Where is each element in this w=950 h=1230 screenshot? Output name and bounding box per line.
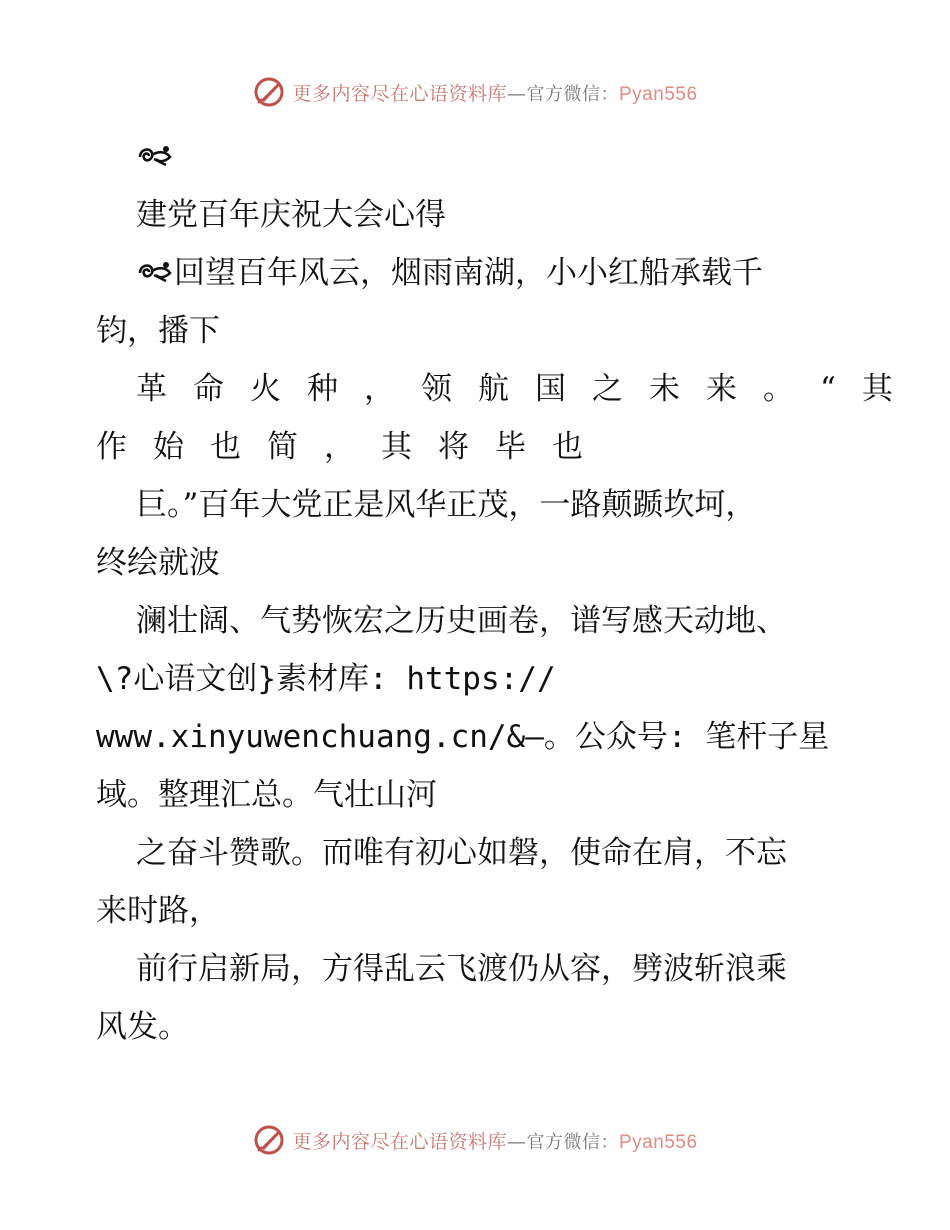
paragraph-line: 作始也简，其将毕也 — [96, 429, 609, 465]
fleuron-icon — [136, 141, 174, 171]
paragraph-line: 来时路， — [96, 893, 220, 929]
paragraph-line: 巨。”百年大党正是风华正茂，一路颠踬坎坷， — [136, 487, 757, 523]
watermark-wechat-id: Pyan556 — [619, 1131, 698, 1153]
watermark-dash: — — [507, 1130, 527, 1153]
paragraph-line: 终绘就波 — [96, 545, 220, 581]
paragraph-line: 之奋斗赞歌。而唯有初心如磐，使命在肩，不忘 — [136, 835, 787, 871]
ornament-line — [96, 128, 856, 186]
footer-watermark — [0, 1120, 950, 1160]
paragraph-line: 革命火种，领航国之未来。“其 — [136, 371, 919, 407]
quill-logo-icon — [252, 75, 286, 109]
document-body — [96, 128, 919, 1056]
paragraph-line: \?心语文创}素材库: https:// — [96, 661, 556, 697]
watermark-title: 更多内容尽在心语资料库 — [292, 82, 507, 105]
paragraph-text: 回望百年风云，烟雨南湖，小小红船承载千 — [174, 255, 763, 291]
watermark-dash: — — [507, 82, 527, 105]
paragraph-line: 风发。 — [96, 1009, 189, 1045]
quill-logo-icon — [252, 1123, 286, 1157]
watermark-wechat-label: 官方微信： — [526, 1131, 619, 1153]
watermark-wechat-id: Pyan556 — [619, 83, 698, 105]
watermark-text-top — [292, 79, 697, 106]
watermark-text-bottom — [292, 1127, 697, 1154]
watermark-wechat-label: 官方微信： — [526, 83, 619, 105]
paragraph-line: 前行启新局，方得乱云飞渡仍从容，劈波斩浪乘 — [136, 951, 787, 987]
header-watermark — [0, 72, 950, 112]
document-title: 建党百年庆祝大会心得 — [136, 197, 446, 233]
paragraph-line: 钧，播下 — [96, 313, 220, 349]
paragraph-line: 澜壮阔、气势恢宏之历史画卷，谱写感天动地、 — [136, 603, 787, 639]
paragraph-line: 域。整理汇总。气壮山河 — [96, 777, 437, 813]
fleuron-icon — [136, 257, 174, 287]
paragraph-line: www.xinyuwenchuang.cn/&—。公众号: 笔杆子星 — [96, 719, 830, 755]
paragraph-line — [96, 244, 856, 302]
watermark-title: 更多内容尽在心语资料库 — [292, 1130, 507, 1153]
